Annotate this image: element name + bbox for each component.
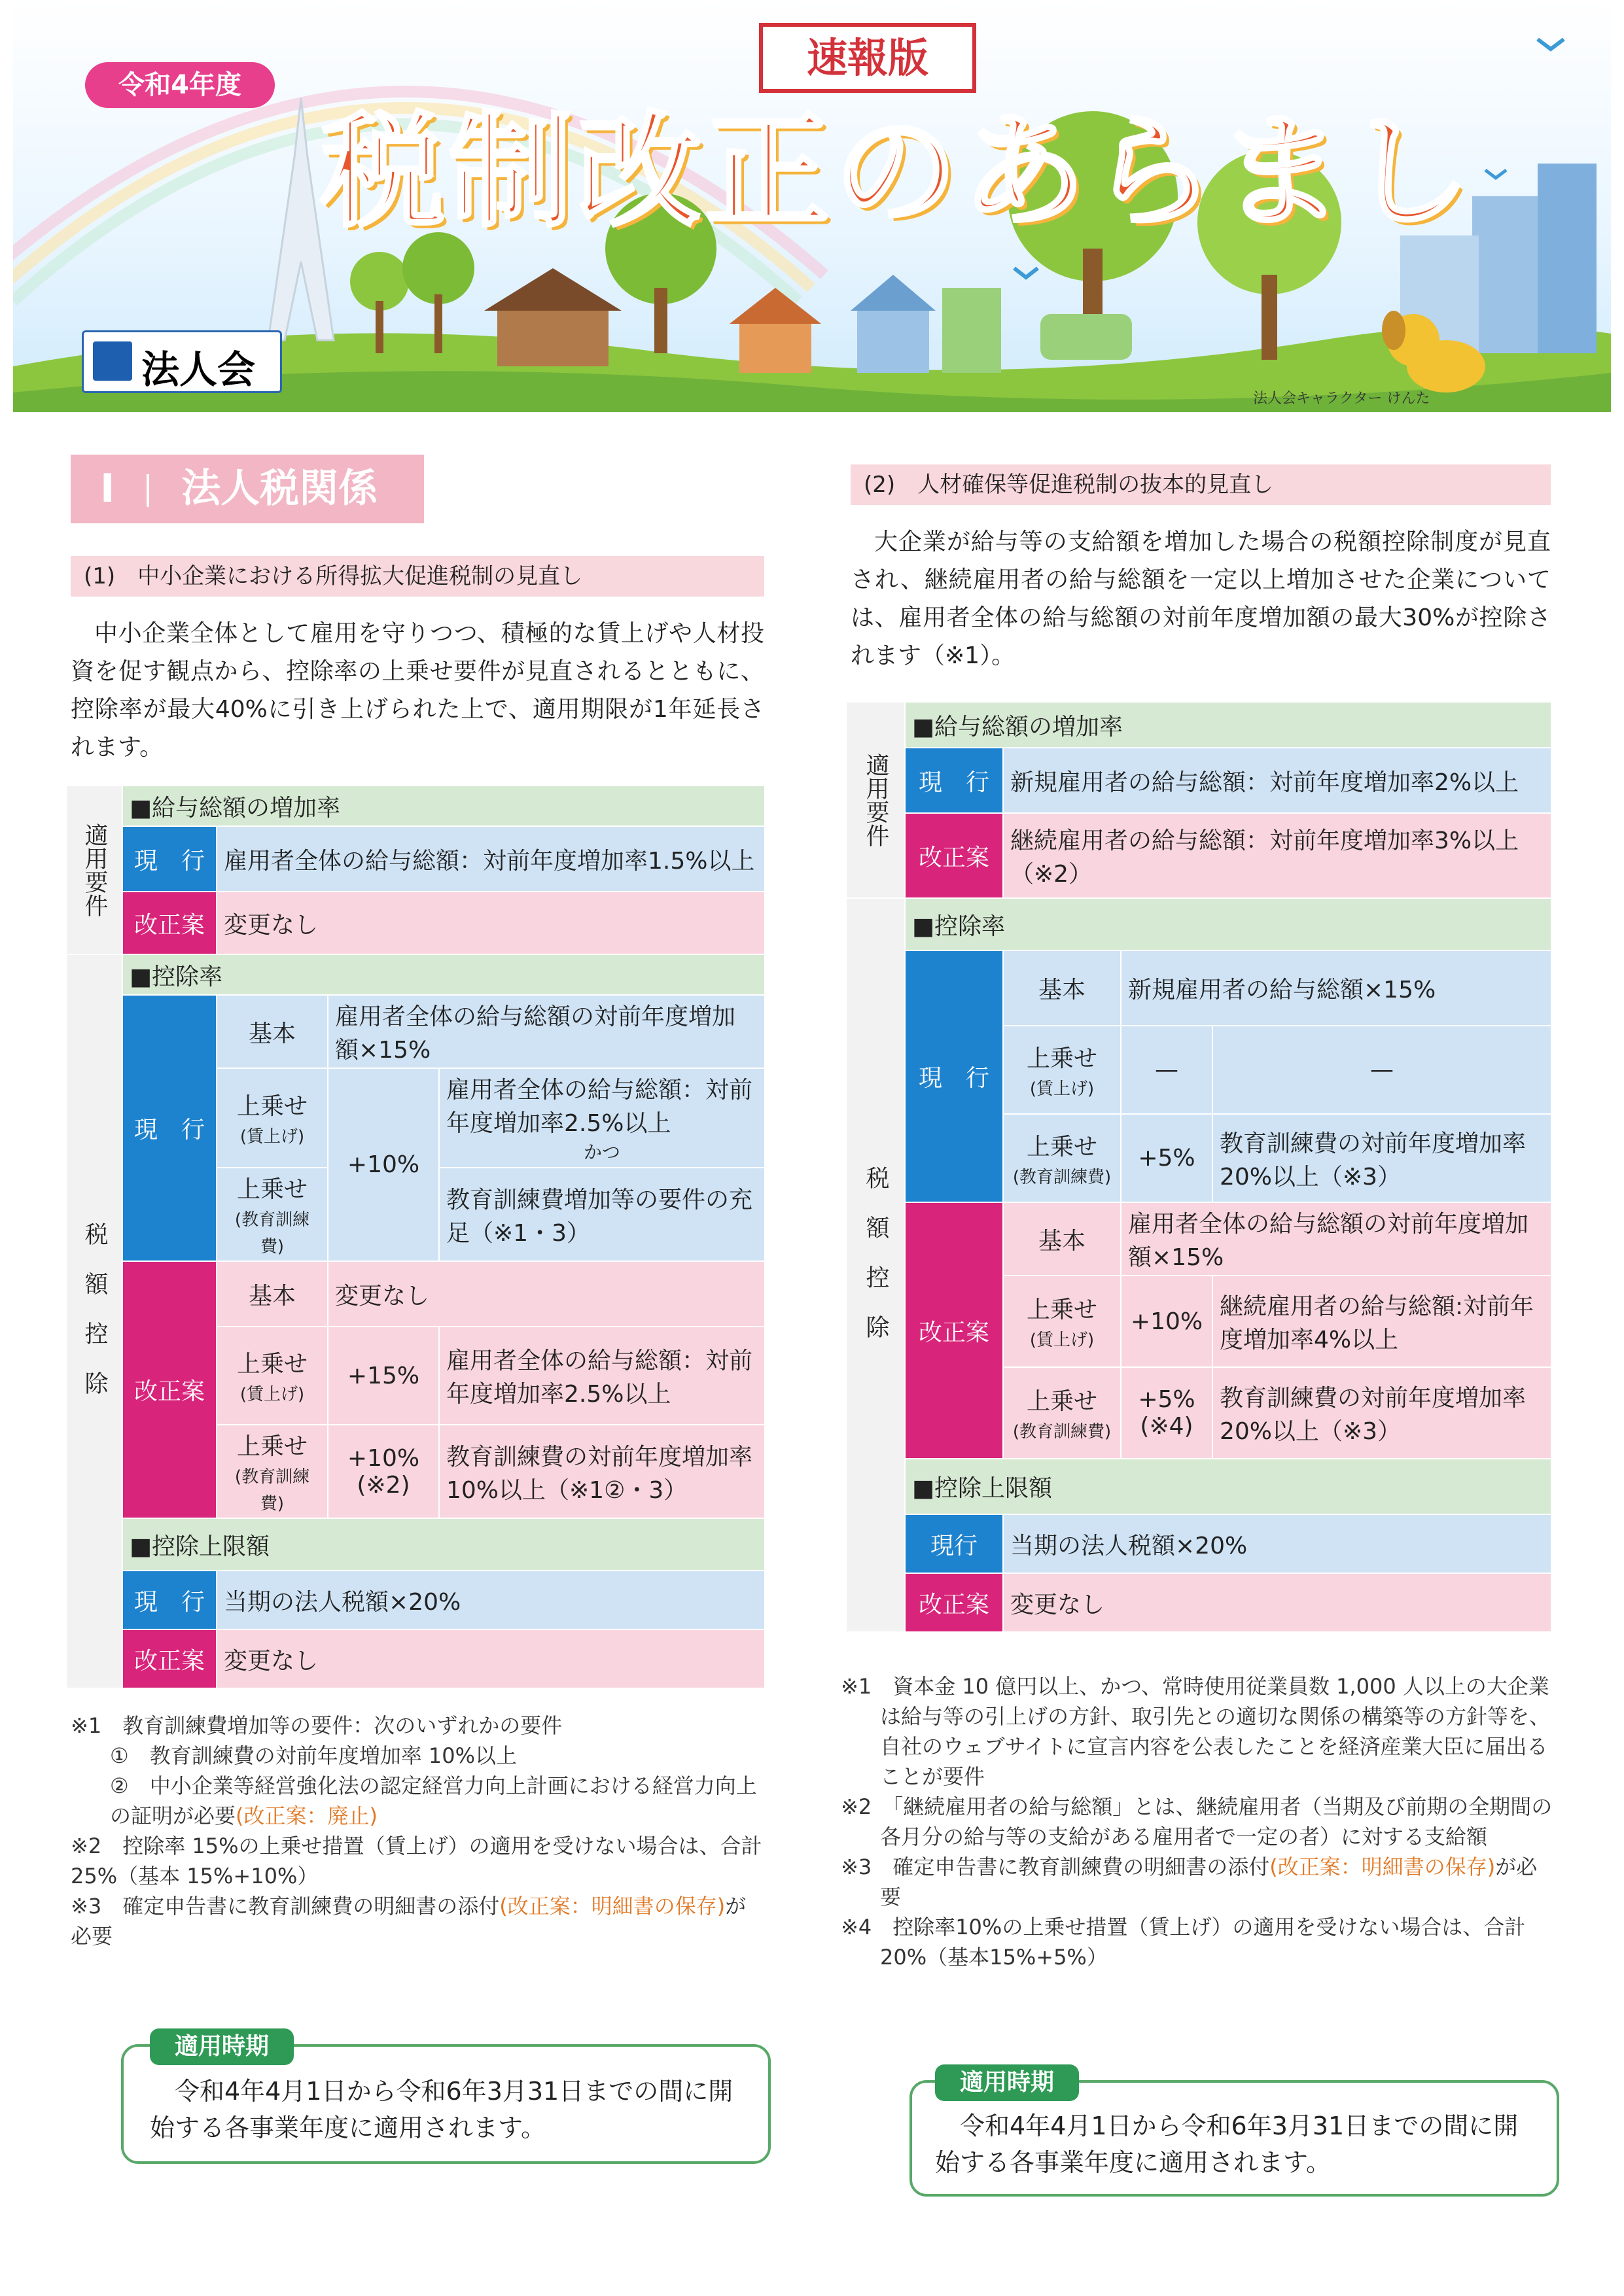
- left-req-head: ■給与総額の増加率: [122, 786, 765, 826]
- right-note-1-text: 資本金 10 億円以上、かつ、常時使用従業員数 1,000 人以上の大企業は給与等の引上げの方針、取引先との適切な関係の構築等の方針等を、自社のウェブサイトに宣言内容を公表したことを経済産業大臣に届出ることが要件: [880, 1674, 1551, 1789]
- right-notes: [841, 1671, 1554, 1972]
- left-note-1b: [71, 1771, 764, 1831]
- left-limit-proposal-label: 改正案: [122, 1629, 217, 1688]
- left-apply-text: 令和4年4月1日から令和6年3月31日までの間に開始する各事業年度に適用されます。: [150, 2077, 733, 2142]
- right-cur-wage-req: —: [1212, 1026, 1551, 1114]
- right-note-4-text: 控除率10%の上乗せ措置（賃上げ）の適用を受けない場合は、合計20%（基本15%+5%）: [880, 1915, 1526, 1970]
- section-title: 法人税関係: [181, 466, 378, 512]
- left-table: [65, 785, 766, 1689]
- right-limit-current: 当期の法人税額×20%: [1003, 1514, 1551, 1573]
- left-note-3-orange: (改正案：明細書の保存): [499, 1894, 726, 1919]
- right-side-credit: 税額控除: [846, 898, 905, 1632]
- right-limit-proposal: 変更なし: [1003, 1573, 1551, 1632]
- left-prop-basic: 変更なし: [328, 1261, 765, 1327]
- left-prop-edu-label: [217, 1425, 328, 1518]
- right-note-4: [841, 1912, 1554, 1972]
- left-side-requirement: 適用要件: [66, 786, 122, 954]
- left-prop-edu-sub: (教育訓練費): [234, 1467, 310, 1514]
- year-badge: 令和4年度: [85, 62, 275, 108]
- left-limit-head: ■控除上限額: [122, 1518, 765, 1571]
- right-prop-edu-label: [1003, 1367, 1121, 1459]
- left-cur-edu-req: 教育訓練費増加等の要件の充足（※1・3）: [439, 1168, 765, 1261]
- left-apply-box: [121, 2033, 771, 2164]
- left-edu-up-sub: (教育訓練費): [234, 1210, 310, 1257]
- right-note-2-label: ※2: [841, 1794, 872, 1819]
- quick-edition-label: 速報版: [759, 23, 976, 93]
- left-wage-up-sub: (賃上げ): [239, 1127, 305, 1147]
- right-edu-up-label: [1003, 1114, 1121, 1202]
- right-basic-label: 基本: [1003, 950, 1121, 1026]
- left-apply-tag: 適用時期: [150, 2028, 294, 2065]
- left-cur-plus: +10%: [328, 1068, 439, 1261]
- right-note-1-label: ※1: [841, 1674, 872, 1699]
- right-apply-text: 令和4年4月1日から令和6年3月31日までの間に開始する各事業年度に適用されます。: [935, 2112, 1519, 2177]
- right-table: [845, 701, 1552, 1633]
- left-prop-edu-req: 教育訓練費の対前年度増加率10%以上（※1②・3）: [439, 1425, 765, 1518]
- right-note-3-label: ※3: [841, 1854, 872, 1879]
- right-prop-edu-plus-note: (※4): [1140, 1413, 1193, 1440]
- section-heading: [71, 455, 424, 523]
- right-rate-proposal-label: 改正案: [905, 1202, 1003, 1459]
- right-prop-edu-plus-value: +5%: [1138, 1386, 1195, 1413]
- right-prop-wage-plus: +10%: [1121, 1276, 1212, 1367]
- left-note-3-text: 確定申告書に教育訓練費の明細書の添付: [122, 1894, 500, 1919]
- right-prop-basic-label: 基本: [1003, 1202, 1121, 1276]
- left-cur-wage-req: [439, 1068, 765, 1168]
- right-note-2: [841, 1792, 1554, 1852]
- left-edu-up-text: 上乗せ: [236, 1176, 308, 1203]
- left-side-credit: 税額控除: [66, 954, 122, 1688]
- right-req-proposal: 継続雇用者の給与総額：対前年度増加率3%以上（※2）: [1003, 813, 1551, 898]
- right-wage-up-label: [1003, 1026, 1121, 1114]
- right-prop-wage-req: 継続雇用者の給与総額:対前年度増加率4%以上: [1212, 1276, 1551, 1367]
- left-note-2-label: ※2: [71, 1834, 102, 1858]
- right-note-3-text: 確定申告書に教育訓練費の明細書の添付: [892, 1854, 1270, 1879]
- right-edu-up-sub: (教育訓練費): [1012, 1167, 1112, 1187]
- right-note-3: [841, 1852, 1554, 1912]
- right-cur-edu-req: 教育訓練費の対前年度増加率20%以上（※3）: [1212, 1114, 1551, 1202]
- right-req-current-label: 現 行: [905, 748, 1003, 813]
- logo-text: 法人会: [141, 347, 256, 392]
- right-cur-wage-plus: —: [1121, 1026, 1212, 1114]
- left-note-1: [71, 1711, 764, 1741]
- left-limit-current-label: 現 行: [122, 1571, 217, 1629]
- left-notes: [71, 1711, 764, 1951]
- right-cur-edu-plus: +5%: [1121, 1114, 1212, 1202]
- right-note-4-label: ※4: [841, 1915, 872, 1939]
- left-note-1b-text: ② 中小企業等経営強化法の認定経営力向上計画における経営力向上の証明が必要: [110, 1773, 757, 1828]
- right-rate-current-label: 現 行: [905, 950, 1003, 1202]
- left-prop-wage-sub: (賃上げ): [239, 1385, 305, 1404]
- left-prop-wage-plus: +15%: [328, 1327, 439, 1425]
- left-req-proposal: 変更なし: [217, 892, 765, 954]
- right-prop-edu-req: 教育訓練費の対前年度増加率20%以上（※3）: [1212, 1367, 1551, 1459]
- right-note-3-tail: が必要: [880, 1854, 1538, 1909]
- right-note-3-orange: (改正案：明細書の保存): [1269, 1854, 1496, 1879]
- left-katsu: かつ: [584, 1141, 621, 1163]
- page-title: 税制改正のあらまし: [321, 99, 1475, 244]
- left-note-1a: ① 教育訓練費の対前年度増加率 10%以上: [110, 1743, 517, 1768]
- left-cur-wage-req-text: 雇用者全体の給与総額：対前年度増加率2.5%以上: [446, 1077, 753, 1137]
- left-note-1-text: 教育訓練費増加等の要件：次のいずれかの要件: [122, 1713, 563, 1738]
- right-rate-head: ■控除率: [905, 898, 1551, 950]
- right-limit-current-label: 現行: [905, 1514, 1003, 1573]
- left-subheading: (1) 中小企業における所得拡大促進税制の見直し: [71, 556, 764, 597]
- left-prop-wage-text: 上乗せ: [236, 1351, 308, 1378]
- left-prop-wage-req: 雇用者全体の給与総額：対前年度増加率2.5%以上: [439, 1327, 765, 1425]
- right-note-2-text: 「継続雇用者の給与総額」とは、継続雇用者（当期及び前期の全期間の各月分の給与等の支給がある雇用者で一定の者）に対する支給額: [880, 1794, 1553, 1849]
- right-limit-head: ■控除上限額: [905, 1459, 1551, 1514]
- left-prop-basic-label: 基本: [217, 1261, 328, 1327]
- right-req-head: ■給与総額の増加率: [905, 702, 1551, 748]
- left-rate-proposal-label: 改正案: [122, 1261, 217, 1518]
- left-intro: 中小企業全体として雇用を守りつつ、積極的な賃上げや人材投資を促す観点から、控除率の上乗せ要件が見直されるとともに、控除率が最大40%に引き上げられた上で、適用期限が1年延長されます。: [71, 620, 764, 761]
- right-limit-proposal-label: 改正案: [905, 1573, 1003, 1632]
- left-req-proposal-label: 改正案: [122, 892, 217, 954]
- right-subheading: (2) 人材確保等促進税制の抜本的見直し: [851, 464, 1551, 505]
- left-prop-wage-label: [217, 1327, 328, 1425]
- left-prop-edu-plus-note: (※2): [357, 1471, 410, 1499]
- left-req-current-label: 現 行: [122, 826, 217, 892]
- left-prop-edu-plus: [328, 1425, 439, 1518]
- left-note-2: [71, 1831, 764, 1891]
- right-req-current: 新規雇用者の給与総額：対前年度増加率2%以上: [1003, 748, 1551, 813]
- right-edu-up-text: 上乗せ: [1026, 1133, 1097, 1160]
- right-cur-basic: 新規雇用者の給与総額×15%: [1121, 950, 1551, 1026]
- right-prop-wage-text: 上乗せ: [1026, 1296, 1097, 1323]
- left-rate-head: ■控除率: [122, 954, 765, 995]
- header-banner: [13, 0, 1611, 412]
- right-prop-edu-text: 上乗せ: [1026, 1388, 1097, 1415]
- character-caption: 法人会キャラクター けんた: [1253, 391, 1430, 407]
- left-prop-edu-text: 上乗せ: [236, 1433, 308, 1460]
- left-note-3-tail: が必要: [71, 1894, 747, 1949]
- right-prop-edu-sub: (教育訓練費): [1012, 1422, 1112, 1442]
- right-note-1: [841, 1671, 1554, 1792]
- left-rate-current-label: 現 行: [122, 995, 217, 1261]
- section-number: I: [100, 466, 115, 512]
- left-req-current: 雇用者全体の給与総額：対前年度増加率1.5%以上: [217, 826, 765, 892]
- section-divider: [147, 474, 149, 507]
- right-apply-box: [909, 2069, 1559, 2197]
- left-prop-edu-plus-value: +10%: [347, 1444, 420, 1472]
- left-wage-up-label: [217, 1068, 328, 1168]
- right-prop-edu-plus: [1121, 1367, 1212, 1459]
- houjinkai-logo-icon: [93, 341, 132, 381]
- left-wage-up-text: 上乗せ: [236, 1093, 308, 1120]
- right-prop-wage-label: [1003, 1276, 1121, 1367]
- left-cur-basic: 雇用者全体の給与総額の対前年度増加額×15%: [328, 995, 765, 1068]
- left-limit-proposal: 変更なし: [217, 1629, 765, 1688]
- left-basic-label: 基本: [217, 995, 328, 1068]
- right-intro: 大企業が給与等の支給額を増加した場合の税額控除制度が見直され、継続雇用者の給与総額を一定以上増加させた企業については、雇用者全体の給与総額の対前年度増加額の最大30%が控除されます（※1）。: [851, 529, 1551, 669]
- left-note-2-text: 控除率 15%の上乗せ措置（賃上げ）の適用を受けない場合は、合計 25%（基本 15%+10%）: [71, 1834, 762, 1888]
- left-note-1b-orange: (改正案：廃止): [236, 1803, 378, 1828]
- right-apply-tag: 適用時期: [935, 2064, 1079, 2101]
- left-note-3: [71, 1891, 764, 1951]
- left-edu-up-label: [217, 1168, 328, 1261]
- right-side-requirement: 適用要件: [846, 702, 905, 898]
- left-note-1-label: ※1: [71, 1713, 102, 1738]
- right-prop-wage-sub: (賃上げ): [1029, 1331, 1095, 1350]
- left-note-3-label: ※3: [71, 1894, 102, 1919]
- left-limit-current: 当期の法人税額×20%: [217, 1571, 765, 1629]
- houjinkai-logo: [82, 330, 282, 393]
- right-req-proposal-label: 改正案: [905, 813, 1003, 898]
- right-wage-up-sub: (賃上げ): [1029, 1079, 1095, 1099]
- right-prop-basic: 雇用者全体の給与総額の対前年度増加額×15%: [1121, 1202, 1551, 1276]
- right-wage-up-text: 上乗せ: [1026, 1045, 1097, 1072]
